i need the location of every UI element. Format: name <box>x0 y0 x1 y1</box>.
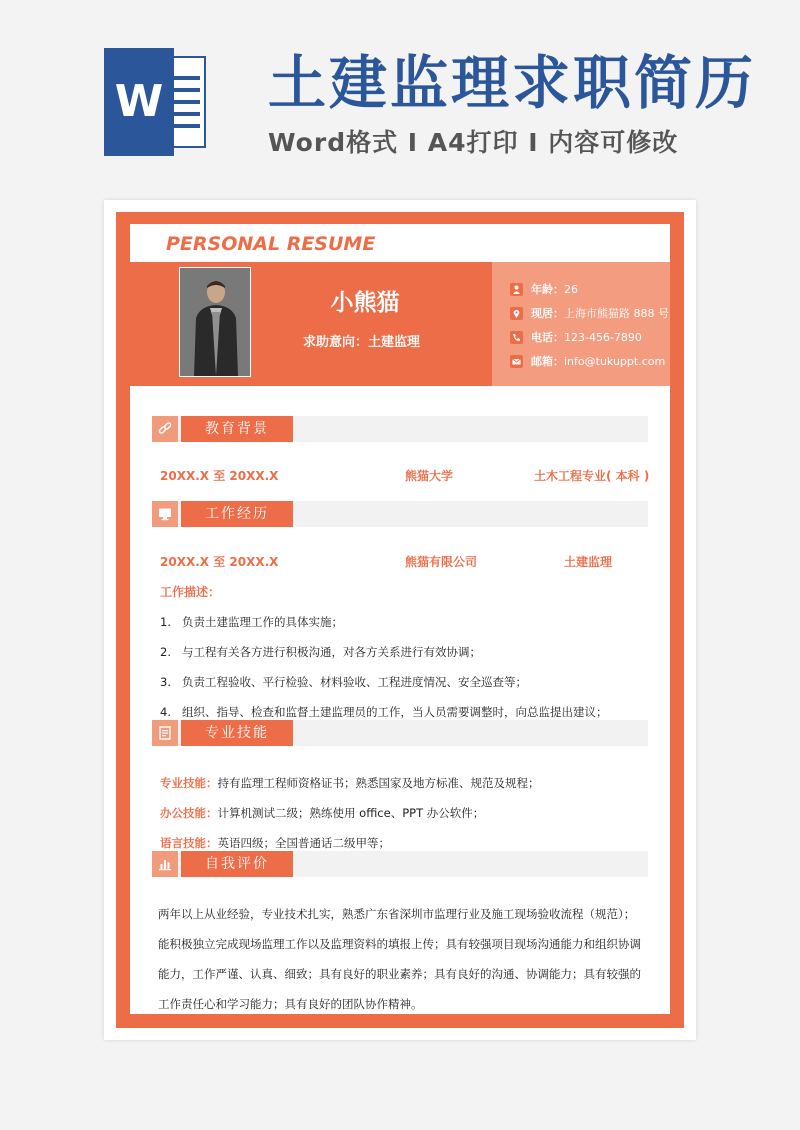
profile-photo <box>179 267 251 377</box>
candidate-name: 小熊猫 <box>330 290 400 316</box>
section-education <box>152 416 648 442</box>
skill-text: 计算机测试二级；熟练使用 office、PPT 办公软件； <box>217 806 485 820</box>
section-title: 工作经历 <box>181 501 293 527</box>
info-label: 年龄： <box>531 283 564 296</box>
bar-chart-icon <box>152 851 178 877</box>
link-icon <box>152 416 178 442</box>
monitor-icon <box>152 501 178 527</box>
list-item <box>160 704 607 720</box>
education-period: 20XX.X 至 20XX.X <box>160 469 279 483</box>
list-item <box>160 644 481 660</box>
skill-label: 办公技能： <box>160 806 218 820</box>
page-title: 土建监理求职简历 <box>268 49 757 117</box>
list-number: 1. <box>160 615 171 629</box>
work-period: 20XX.X 至 20XX.X <box>160 555 279 569</box>
skill-row <box>160 835 390 851</box>
list-number: 2. <box>160 645 171 659</box>
info-value: 123-456-7890 <box>564 330 642 344</box>
list-text: 组织、指导、检查和监督土建监理员的工作，当人员需要调整时，向总监提出建议； <box>181 705 608 719</box>
section-work <box>152 501 648 527</box>
skill-row <box>160 775 540 791</box>
info-value: info@tukuppt.com <box>564 354 666 368</box>
info-label: 电话： <box>531 331 564 344</box>
resume-heading: PERSONAL RESUME <box>166 233 376 255</box>
section-title: 自我评价 <box>181 851 293 877</box>
info-label: 邮箱： <box>531 355 564 368</box>
info-row-age <box>510 280 578 298</box>
info-row-phone <box>510 328 642 346</box>
list-item <box>160 674 527 690</box>
list-number: 3. <box>160 675 171 689</box>
person-icon <box>510 283 523 296</box>
skill-text: 持有监理工程师资格证书；熟悉国家及地方标准、规范及规程； <box>217 776 540 790</box>
info-label: 现居： <box>531 307 564 320</box>
education-school: 熊猫大学 <box>405 469 454 483</box>
job-intent <box>303 334 420 352</box>
info-value: 26 <box>564 282 578 296</box>
mail-icon <box>510 355 523 368</box>
skill-label: 专业技能： <box>160 776 218 790</box>
job-intent-value: 土建监理 <box>368 335 421 350</box>
self-eval-line: 工作责任心和学习能力；具有良好的团队协作精神。 <box>158 997 423 1011</box>
location-icon <box>510 307 523 320</box>
list-item <box>160 614 343 630</box>
resume-content <box>130 386 670 1014</box>
info-row-address <box>510 304 669 322</box>
self-eval-line: 能积极独立完成现场监理工作以及监理资料的填报上传；具有较强项目现场沟通能力和组织协调 <box>158 937 641 951</box>
contact-info-box <box>492 262 670 386</box>
document-icon <box>152 720 178 746</box>
work-company: 熊猫有限公司 <box>405 555 478 569</box>
section-title: 教育背景 <box>181 416 293 442</box>
list-text: 负责工程验收、平行检验、材料验收、工程进度情况、安全巡查等； <box>181 675 527 689</box>
info-row-email <box>510 352 665 370</box>
skill-row <box>160 805 484 821</box>
skill-text: 英语四级；全国普通话二级甲等； <box>217 836 390 850</box>
work-position: 土建监理 <box>564 555 613 569</box>
section-title: 专业技能 <box>181 720 293 746</box>
section-self-evaluation <box>152 851 648 877</box>
list-text: 负责土建监理工作的具体实施； <box>181 615 343 629</box>
list-number: 4. <box>160 705 171 719</box>
job-intent-label: 求助意向： <box>303 335 369 350</box>
self-eval-line: 两年以上从业经验，专业技术扎实，熟悉广东省深圳市监理行业及施工现场验收流程（规范）； <box>158 907 636 921</box>
skill-label: 语言技能： <box>160 836 218 850</box>
word-icon-letter: W <box>104 48 174 156</box>
page-subtitle: Word格式 I A4打印 I 内容可修改 <box>268 128 679 157</box>
section-skills <box>152 720 648 746</box>
info-value: 上海市熊猫路 888 号 <box>564 307 669 320</box>
self-eval-line: 能力，工作严谨、认真、细致；具有良好的职业素养；具有良好的沟通、协调能力；具有较强的 <box>158 967 641 981</box>
list-text: 与工程有关各方进行积极沟通，对各方关系进行有效协调； <box>181 645 481 659</box>
phone-icon <box>510 331 523 344</box>
word-icon <box>104 48 210 156</box>
work-desc-label: 工作描述： <box>160 585 221 599</box>
education-major: 土木工程专业( 本科 ) <box>534 469 650 483</box>
